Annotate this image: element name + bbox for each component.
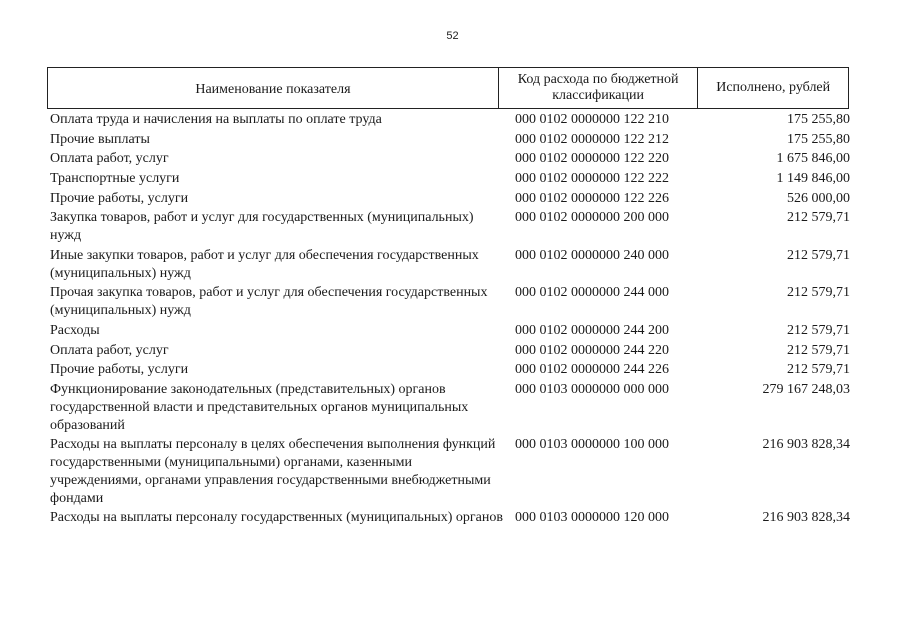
row-code: 000 0103 0000000 000 000	[515, 381, 669, 397]
row-code: 000 0102 0000000 122 212	[515, 131, 669, 147]
row-name: Прочая закупка товаров, работ и услуг для обеспечения государственных (муниципальных) нужд	[50, 285, 488, 319]
row-name: Транспортные услуги	[50, 171, 180, 187]
row-name: Функционирование законодательных (представительных) органов государственной власти и представительных органов муниципальных образований	[50, 381, 469, 433]
table-row	[50, 509, 850, 527]
row-code: 000 0103 0000000 120 000	[515, 510, 669, 526]
row-name: Оплата работ, услуг	[50, 342, 169, 358]
row-name: Оплата труда и начисления на выплаты по оплате труда	[50, 112, 382, 127]
row-amount: 212 579,71	[787, 342, 850, 358]
header-name: Наименование показателя	[48, 68, 499, 108]
row-code: 000 0102 0000000 240 000	[515, 247, 669, 263]
row-name: Прочие выплаты	[50, 131, 150, 147]
row-name: Расходы	[50, 322, 100, 338]
table-row	[50, 170, 850, 188]
row-amount: 175 255,80	[787, 131, 850, 147]
row-code: 000 0102 0000000 244 226	[515, 362, 669, 378]
table-row	[50, 381, 850, 434]
row-name: Прочие работы, услуги	[50, 362, 189, 378]
row-code: 000 0102 0000000 244 000	[515, 285, 669, 301]
row-code: 000 0102 0000000 122 226	[515, 190, 669, 206]
table-row	[50, 209, 850, 245]
page-number: 52	[446, 30, 459, 42]
row-name: Иные закупки товаров, работ и услуг для обеспечения государственных (муниципальных) нужд	[50, 247, 479, 281]
table-row	[50, 111, 850, 129]
row-name: Оплата работ, услуг	[50, 151, 169, 167]
table-row	[50, 150, 850, 168]
row-name: Прочие работы, услуги	[50, 190, 189, 206]
row-name: Расходы на выплаты персоналу государственных (муниципальных) органов	[50, 510, 503, 526]
row-name: Закупка товаров, работ и услуг для государственных (муниципальных) нужд	[50, 210, 474, 244]
row-amount: 216 903 828,34	[762, 437, 850, 453]
row-code: 000 0102 0000000 244 200	[515, 322, 669, 338]
table-row	[50, 247, 850, 283]
table-row	[50, 436, 850, 507]
table-row	[50, 131, 850, 149]
row-code: 000 0103 0000000 100 000	[515, 437, 669, 453]
row-amount: 212 579,71	[787, 210, 850, 226]
row-amount: 1 149 846,00	[776, 171, 850, 187]
table-body	[50, 111, 850, 529]
table-header	[47, 67, 849, 109]
header-amount: Исполнено, рублей	[716, 80, 831, 95]
table-row	[50, 322, 850, 340]
table-row	[50, 342, 850, 360]
row-amount: 175 255,80	[787, 112, 850, 127]
row-code: 000 0102 0000000 122 210	[515, 112, 669, 127]
row-name: Расходы на выплаты персоналу в целях обеспечения выполнения функций государственными (муниципальными) органами, казенными учреждениями, органами управления государственными внебюджетными фондами	[50, 437, 496, 506]
header-code: Код расхода по бюджетной классификации	[499, 68, 699, 108]
row-code: 000 0102 0000000 200 000	[515, 210, 669, 226]
row-code: 000 0102 0000000 122 222	[515, 171, 669, 187]
row-code: 000 0102 0000000 244 220	[515, 342, 669, 358]
row-amount: 212 579,71	[787, 285, 850, 301]
row-amount: 212 579,71	[787, 362, 850, 378]
row-amount: 526 000,00	[787, 190, 850, 206]
row-amount: 212 579,71	[787, 247, 850, 263]
row-amount: 279 167 248,03	[762, 381, 850, 397]
row-code: 000 0102 0000000 122 220	[515, 151, 669, 167]
table-row	[50, 284, 850, 320]
row-amount: 212 579,71	[787, 322, 850, 338]
table-row	[50, 190, 850, 208]
row-amount: 216 903 828,34	[762, 510, 850, 526]
table-row	[50, 361, 850, 379]
row-amount: 1 675 846,00	[776, 151, 850, 167]
